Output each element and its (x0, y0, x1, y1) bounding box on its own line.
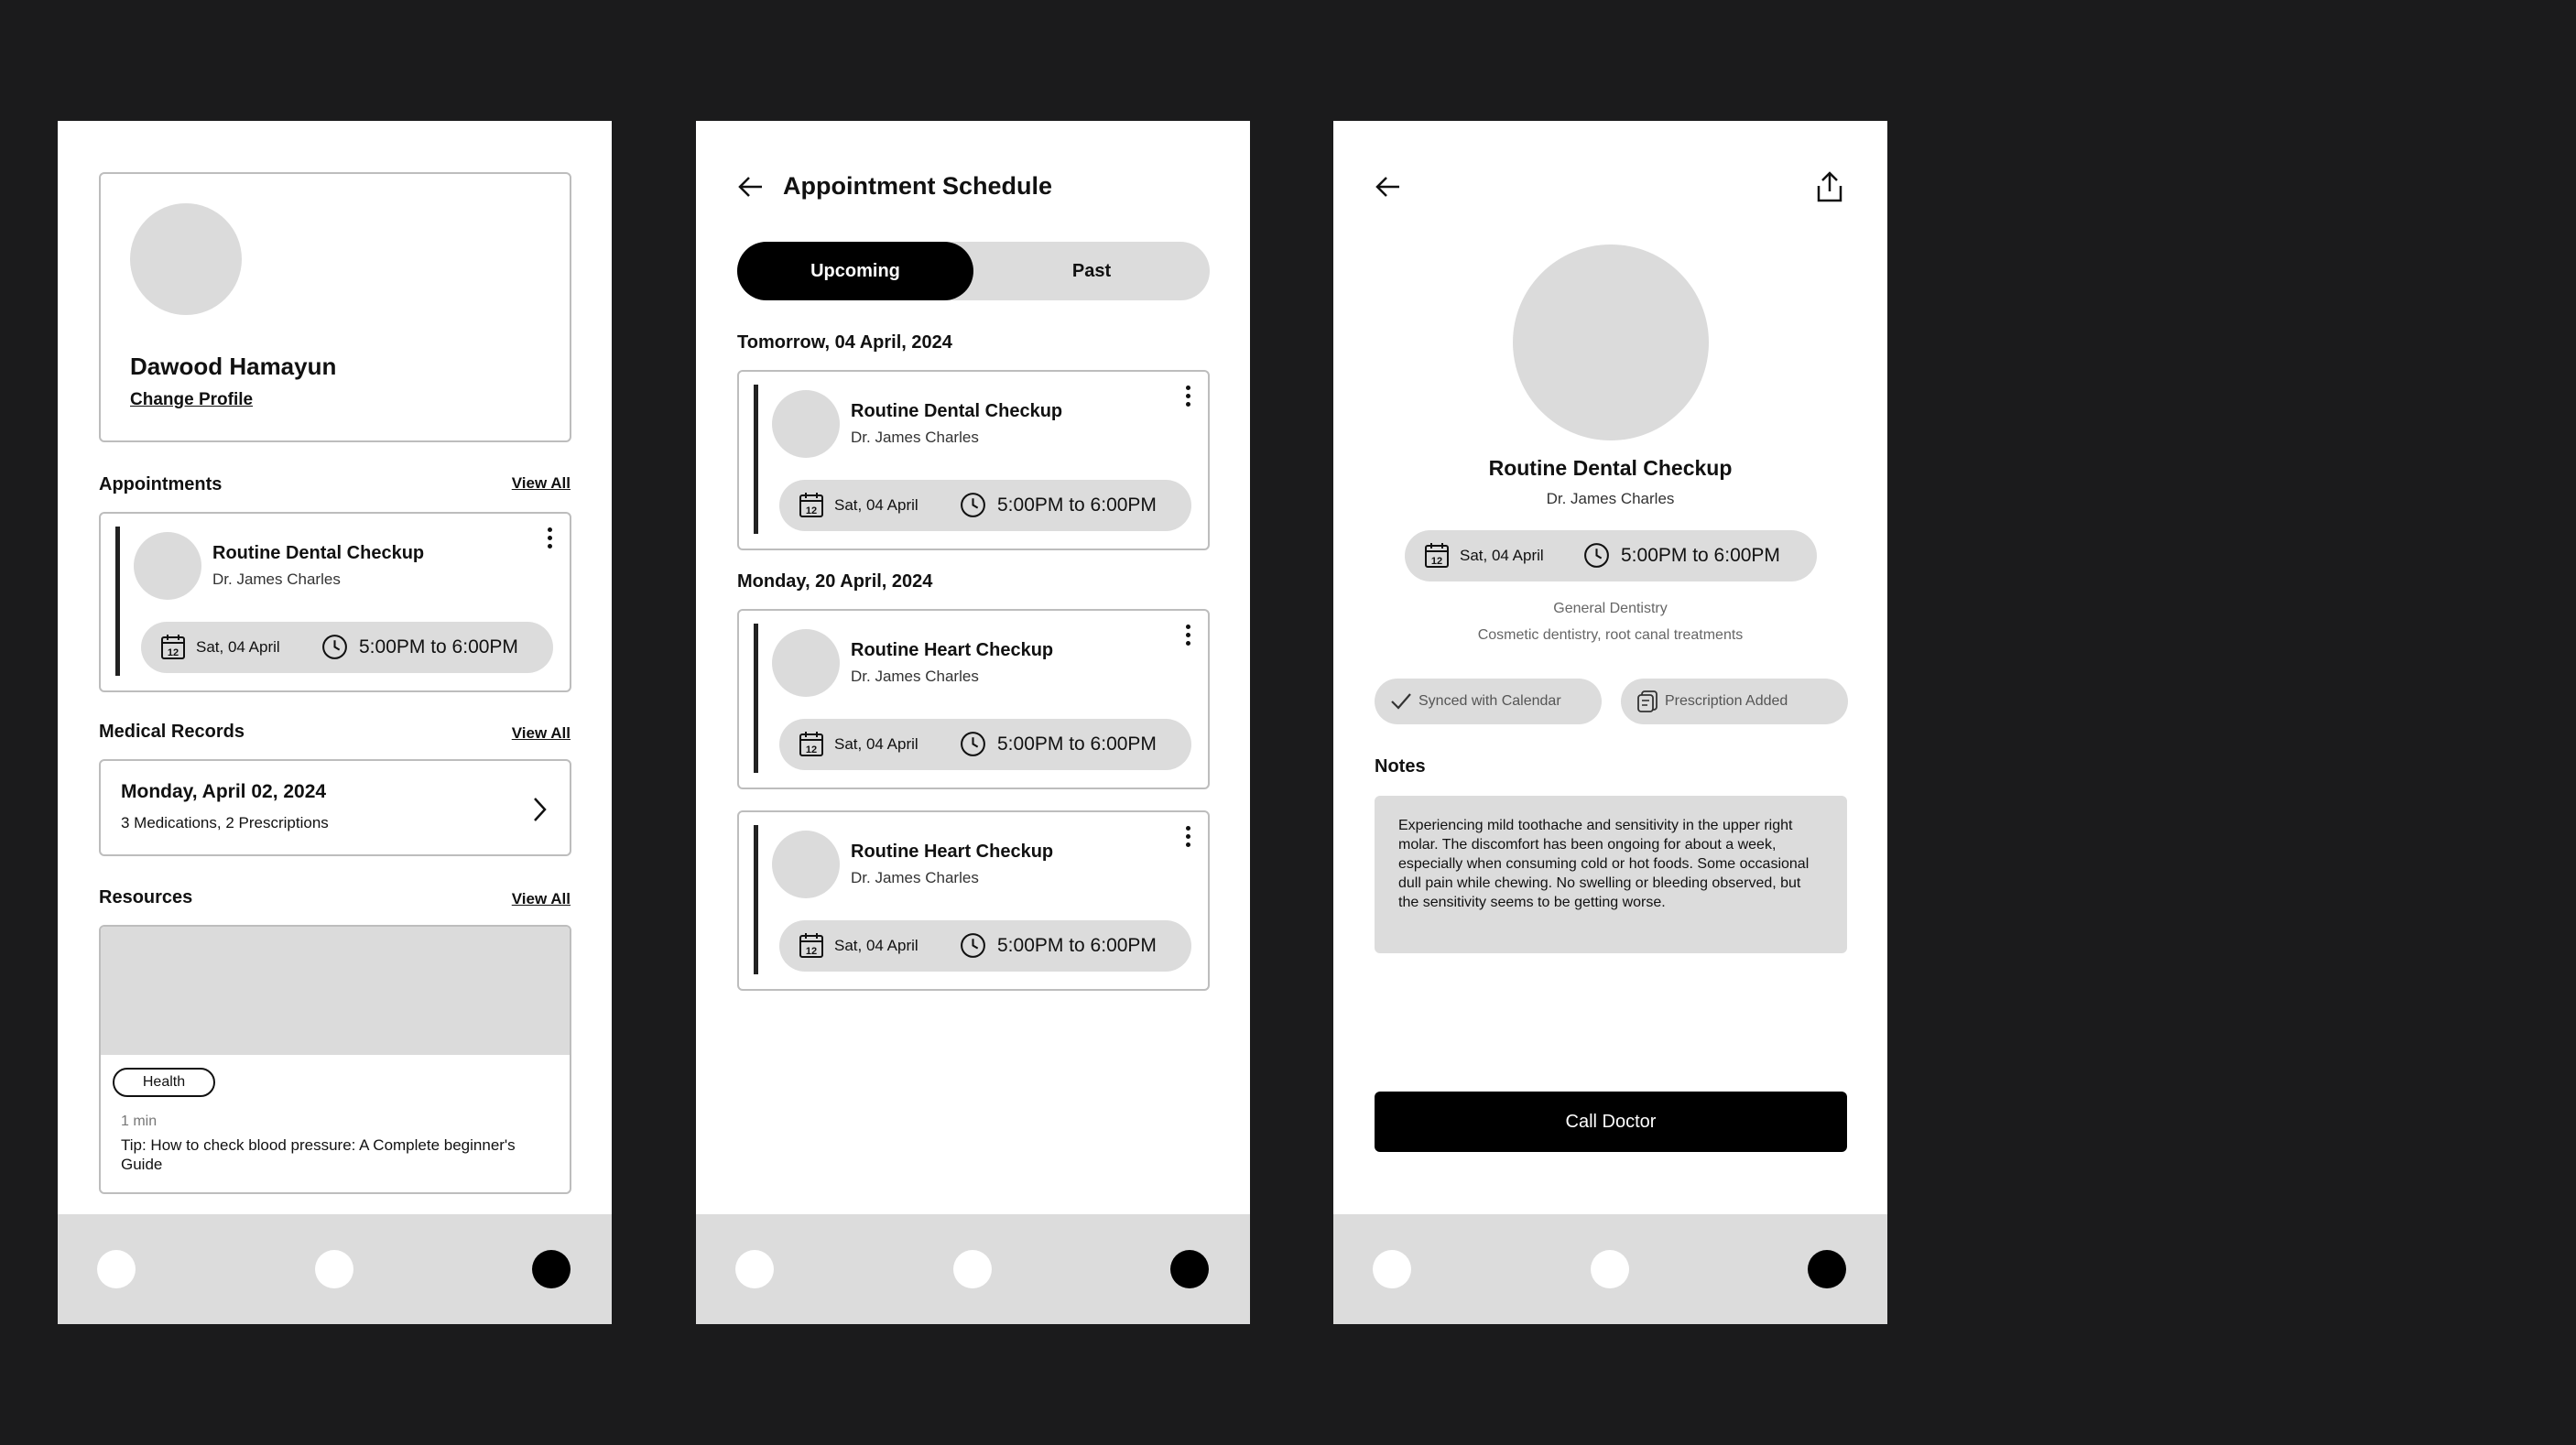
appointment-date: Sat, 04 April (834, 735, 918, 753)
nav-item-1[interactable] (735, 1250, 774, 1288)
appointment-title: Routine Dental Checkup (851, 401, 1063, 421)
resource-tag: Health (113, 1068, 215, 1097)
doctor-avatar (772, 629, 840, 697)
appointment-time: 5:00PM to 6:00PM (997, 494, 1157, 516)
doctor-name: Dr. James Charles (851, 668, 979, 685)
doctor-services: Cosmetic dentistry, root canal treatments (1477, 627, 1744, 643)
doctor-avatar (1513, 244, 1709, 440)
appointment-datetime-pill (141, 622, 553, 673)
clock-icon (959, 931, 987, 960)
doctor-name: Dr. James Charles (851, 429, 979, 446)
appointment-title: Routine Dental Checkup (1488, 456, 1733, 480)
nav-item-3-active[interactable] (1170, 1250, 1209, 1288)
svg-text:12: 12 (167, 647, 179, 658)
more-options-icon[interactable] (1179, 823, 1197, 856)
appointment-date: Sat, 04 April (196, 638, 280, 656)
doctor-avatar (134, 532, 201, 600)
resource-image-placeholder (101, 927, 570, 1055)
change-profile-link[interactable]: Change Profile (130, 390, 254, 409)
profile-card (99, 172, 571, 442)
back-arrow-icon[interactable] (1373, 171, 1404, 202)
medical-record-card[interactable] (99, 759, 571, 856)
chevron-right-icon (529, 796, 549, 823)
notes-heading: Notes (1375, 756, 1426, 777)
appointment-card[interactable] (737, 609, 1210, 789)
doctor-name: Dr. James Charles (851, 869, 979, 886)
profile-avatar (130, 203, 242, 315)
appointment-card[interactable] (99, 512, 571, 692)
more-options-icon[interactable] (1179, 383, 1197, 416)
resources-view-all-link[interactable]: View All (511, 890, 571, 907)
medical-records-view-all-link[interactable]: View All (511, 724, 571, 742)
tab-upcoming[interactable]: Upcoming (737, 242, 973, 300)
appointment-datetime-pill (779, 719, 1191, 770)
bottom-nav (58, 1214, 612, 1324)
prescription-icon (1636, 690, 1659, 713)
calendar-icon (798, 491, 825, 518)
svg-text:12: 12 (805, 505, 818, 516)
record-summary: 3 Medications, 2 Prescriptions (121, 814, 329, 831)
svg-text:12: 12 (1430, 556, 1443, 567)
appointment-datetime-pill (779, 480, 1191, 531)
notes-text: Experiencing mild toothache and sensitivity in the upper right molar. The discomfort has been ongoing for about a week, especially when consuming cold or hot foods. Some occasional dull pain while chewing. No swelling or bleeding observed, but the sensitivity seems to be getting worse. (1375, 796, 1847, 953)
appointments-view-all-link[interactable]: View All (511, 474, 571, 492)
appointment-card[interactable] (737, 370, 1210, 550)
back-arrow-icon[interactable] (735, 171, 766, 202)
profile-name: Dawood Hamayun (130, 353, 337, 380)
clock-icon (1582, 541, 1611, 570)
appointment-date: Sat, 04 April (834, 937, 918, 954)
appointment-time: 5:00PM to 6:00PM (359, 636, 518, 657)
medical-records-heading: Medical Records (99, 722, 245, 742)
appointment-title: Routine Heart Checkup (851, 842, 1054, 862)
appointment-date: Sat, 04 April (1460, 547, 1544, 564)
home-screen (58, 121, 612, 1324)
calendar-icon (1423, 541, 1451, 569)
accent-bar (754, 624, 758, 773)
chip-label: Prescription Added (1665, 693, 1788, 709)
svg-text:12: 12 (805, 946, 818, 957)
doctor-avatar (772, 831, 840, 898)
appointments-heading: Appointments (99, 474, 223, 494)
accent-bar (754, 825, 758, 974)
nav-item-2[interactable] (953, 1250, 992, 1288)
nav-item-2[interactable] (1591, 1250, 1629, 1288)
share-icon[interactable] (1813, 169, 1846, 204)
resource-title: Tip: How to check blood pressure: A Complete beginner's Guide (121, 1136, 516, 1173)
schedule-screen (696, 121, 1250, 1324)
doctor-name: Dr. James Charles (1546, 490, 1675, 507)
doctor-specialty: General Dentistry (1553, 601, 1668, 616)
clock-icon (321, 633, 349, 661)
appointment-time: 5:00PM to 6:00PM (997, 935, 1157, 956)
check-icon (1389, 690, 1413, 713)
prescription-chip (1621, 679, 1848, 724)
record-date: Monday, April 02, 2024 (121, 781, 327, 802)
appointment-title: Routine Heart Checkup (851, 640, 1054, 660)
synced-calendar-chip (1375, 679, 1602, 724)
chip-label: Synced with Calendar (1418, 693, 1561, 709)
svg-text:12: 12 (805, 744, 818, 755)
appointment-datetime-pill (779, 920, 1191, 972)
nav-item-1[interactable] (1373, 1250, 1411, 1288)
doctor-name: Dr. James Charles (212, 570, 341, 588)
nav-item-3-active[interactable] (1808, 1250, 1846, 1288)
appointment-date: Sat, 04 April (834, 496, 918, 514)
bottom-nav (696, 1214, 1250, 1324)
calendar-icon (798, 730, 825, 757)
more-options-icon[interactable] (1179, 622, 1197, 655)
appointment-time: 5:00PM to 6:00PM (997, 733, 1157, 755)
appointment-detail-screen (1333, 121, 1887, 1324)
appointment-tabs (737, 242, 1210, 300)
nav-item-3-active[interactable] (532, 1250, 571, 1288)
page-title: Appointment Schedule (783, 172, 1053, 200)
calendar-icon (798, 931, 825, 959)
resources-heading: Resources (99, 887, 193, 907)
appointment-datetime-pill (1405, 530, 1817, 581)
more-options-icon[interactable] (540, 525, 559, 558)
clock-icon (959, 730, 987, 758)
date-group-heading: Monday, 20 April, 2024 (737, 571, 933, 592)
call-doctor-button[interactable]: Call Doctor (1375, 1092, 1847, 1152)
appointment-time: 5:00PM to 6:00PM (1621, 545, 1780, 566)
appointment-card[interactable] (737, 810, 1210, 991)
resource-card[interactable] (99, 925, 571, 1194)
appointment-title: Routine Dental Checkup (212, 543, 425, 563)
tab-past[interactable]: Past (1071, 261, 1112, 281)
accent-bar (754, 385, 758, 534)
accent-bar (115, 527, 120, 676)
bottom-nav (1333, 1214, 1887, 1324)
calendar-icon (159, 633, 187, 660)
date-group-heading: Tomorrow, 04 April, 2024 (737, 332, 952, 353)
doctor-avatar (772, 390, 840, 458)
clock-icon (959, 491, 987, 519)
nav-item-1[interactable] (97, 1250, 136, 1288)
resource-duration: 1 min (121, 1114, 158, 1129)
nav-item-2[interactable] (315, 1250, 353, 1288)
